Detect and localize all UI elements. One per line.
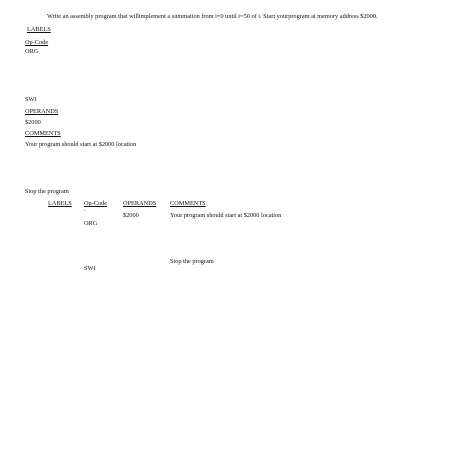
table-address: $2000 — [123, 212, 139, 219]
table-stop-note: Stop the program — [170, 258, 214, 265]
table-header-operands: OPERANDS — [123, 200, 157, 207]
list-stop-note: Stop the program — [25, 188, 69, 195]
list-comments-heading: COMMENTS — [25, 130, 61, 137]
table-org: ORG — [84, 220, 98, 227]
list-address: $2000 — [25, 119, 41, 126]
table-dot: . — [84, 206, 86, 213]
list-operands-heading: OPERANDS — [25, 108, 59, 115]
prompt-text: Write an assembly program that willimplement a summation from i=0 until i=50 of i. Start yourprogram at memory address $2000. — [47, 13, 378, 20]
table-header-opcode: Op-Code — [84, 200, 108, 207]
list-swi: SWI — [25, 96, 37, 103]
table-header-comments: COMMENTS — [170, 200, 206, 207]
table-start-note: Your program should start at $2000 location — [170, 212, 282, 219]
table-header-labels: LABELS — [48, 200, 72, 207]
table-swi: SWI — [84, 265, 96, 272]
list-labels-heading: LABELS — [27, 26, 51, 33]
list-opcode-heading: Op-Code — [25, 39, 49, 46]
list-org: ORG — [25, 48, 39, 55]
list-start-note: Your program should start at $2000 location — [25, 141, 137, 148]
